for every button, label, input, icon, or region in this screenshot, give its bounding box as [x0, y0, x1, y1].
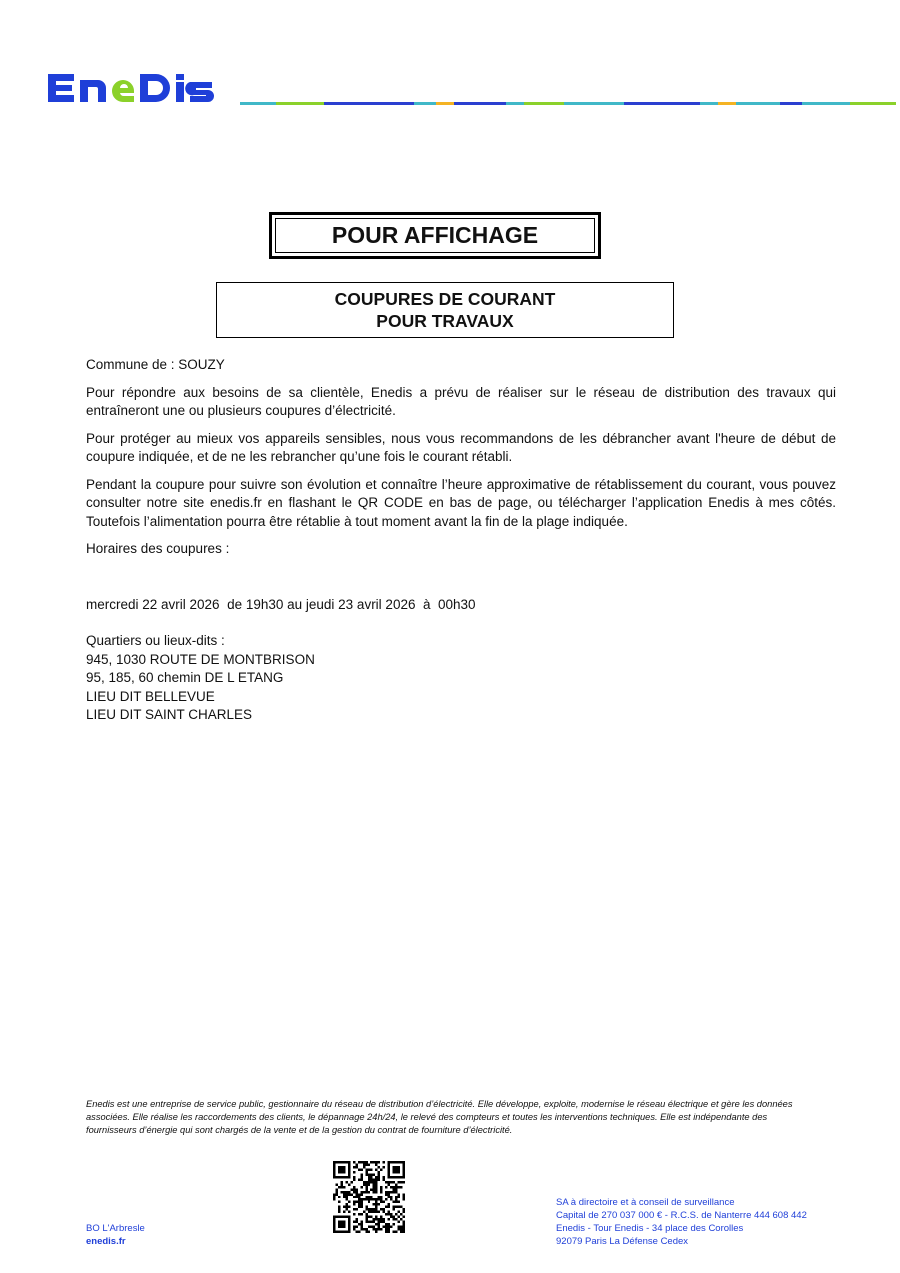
enedis-logo — [44, 66, 236, 108]
place-item: 945, 1030 ROUTE DE MONTBRISON — [86, 651, 315, 667]
place-item: 95, 185, 60 chemin DE L ETANG — [86, 670, 284, 685]
paragraph-1: Pour répondre aux besoins de sa clientèle, Enedis a prévu de réaliser sur le réseau de distribution des travaux qui entraîneront une ou plusieurs coupures d’électricité. — [86, 384, 836, 418]
paragraph-2: Pour protéger au mieux vos appareils sensibles, nous vous recommandons de les débrancher avant l'heure de début de coupure indiquée, et de ne les rebrancher qu’une fois le courant rétabli. — [86, 430, 836, 464]
page-title: POUR AFFICHAGE — [331, 222, 539, 248]
paragraph-3: Pendant la coupure pour suivre son évolution et connaître l’heure approximative de rétablissement du courant, vous pouvez consulter notre site enedis.fr en flashant le QR CODE en bas de page, ou télécharger l’application Enedis à mes côtés. Toutefois l’alimentation pourra être rétablie à tout moment avant la fin de la plage indiquée. — [86, 476, 836, 529]
company-line: Enedis - Tour Enedis - 34 place des Corolles — [556, 1223, 744, 1234]
qr-code[interactable] — [333, 1161, 405, 1233]
commune-line: Commune de : SOUZY — [86, 357, 225, 372]
schedule-label: Horaires des coupures : — [86, 541, 230, 556]
title-box — [269, 212, 601, 259]
notice-body — [86, 356, 836, 725]
subtitle-box — [216, 282, 674, 338]
office-name: BO L'Arbresle — [86, 1223, 145, 1234]
footer-legal-note: Enedis est une entreprise de service public, gestionnaire du réseau de distribution d’électricité. Elle développe, exploite, modernise le réseau électrique et gère les données associées. Elle réalise les raccordements des clients, le dépannage 24h/24, le relevé des compteurs et toutes les interventions techniques. Elle est indépendante des fournisseurs d’énergie qui sont chargés de la vente et de la gestion du contrat de fourniture d’électricité. — [86, 1099, 793, 1136]
schedule-value: mercredi 22 avril 2026 de 19h30 au jeudi 23 avril 2026 à 00h30 — [86, 596, 476, 612]
subtitle-line-2: POUR TRAVAUX — [376, 311, 514, 331]
places-label: Quartiers ou lieux-dits : — [86, 633, 225, 648]
qr-code-icon — [333, 1161, 405, 1233]
company-line: SA à directoire et à conseil de surveillance — [556, 1197, 735, 1208]
header-color-rule — [240, 102, 896, 105]
company-line: 92079 Paris La Défense Cedex — [556, 1236, 689, 1247]
footer-left — [86, 1222, 145, 1248]
company-line: Capital de 270 037 000 € - R.C.S. de Nanterre 444 608 442 — [556, 1210, 807, 1221]
subtitle-line-1: COUPURES DE COURANT — [334, 289, 556, 309]
website-link[interactable]: enedis.fr — [86, 1236, 126, 1247]
place-item: LIEU DIT BELLEVUE — [86, 688, 215, 704]
footer-company-info — [556, 1196, 807, 1248]
enedis-logo-icon — [44, 66, 236, 108]
place-item: LIEU DIT SAINT CHARLES — [86, 707, 253, 722]
